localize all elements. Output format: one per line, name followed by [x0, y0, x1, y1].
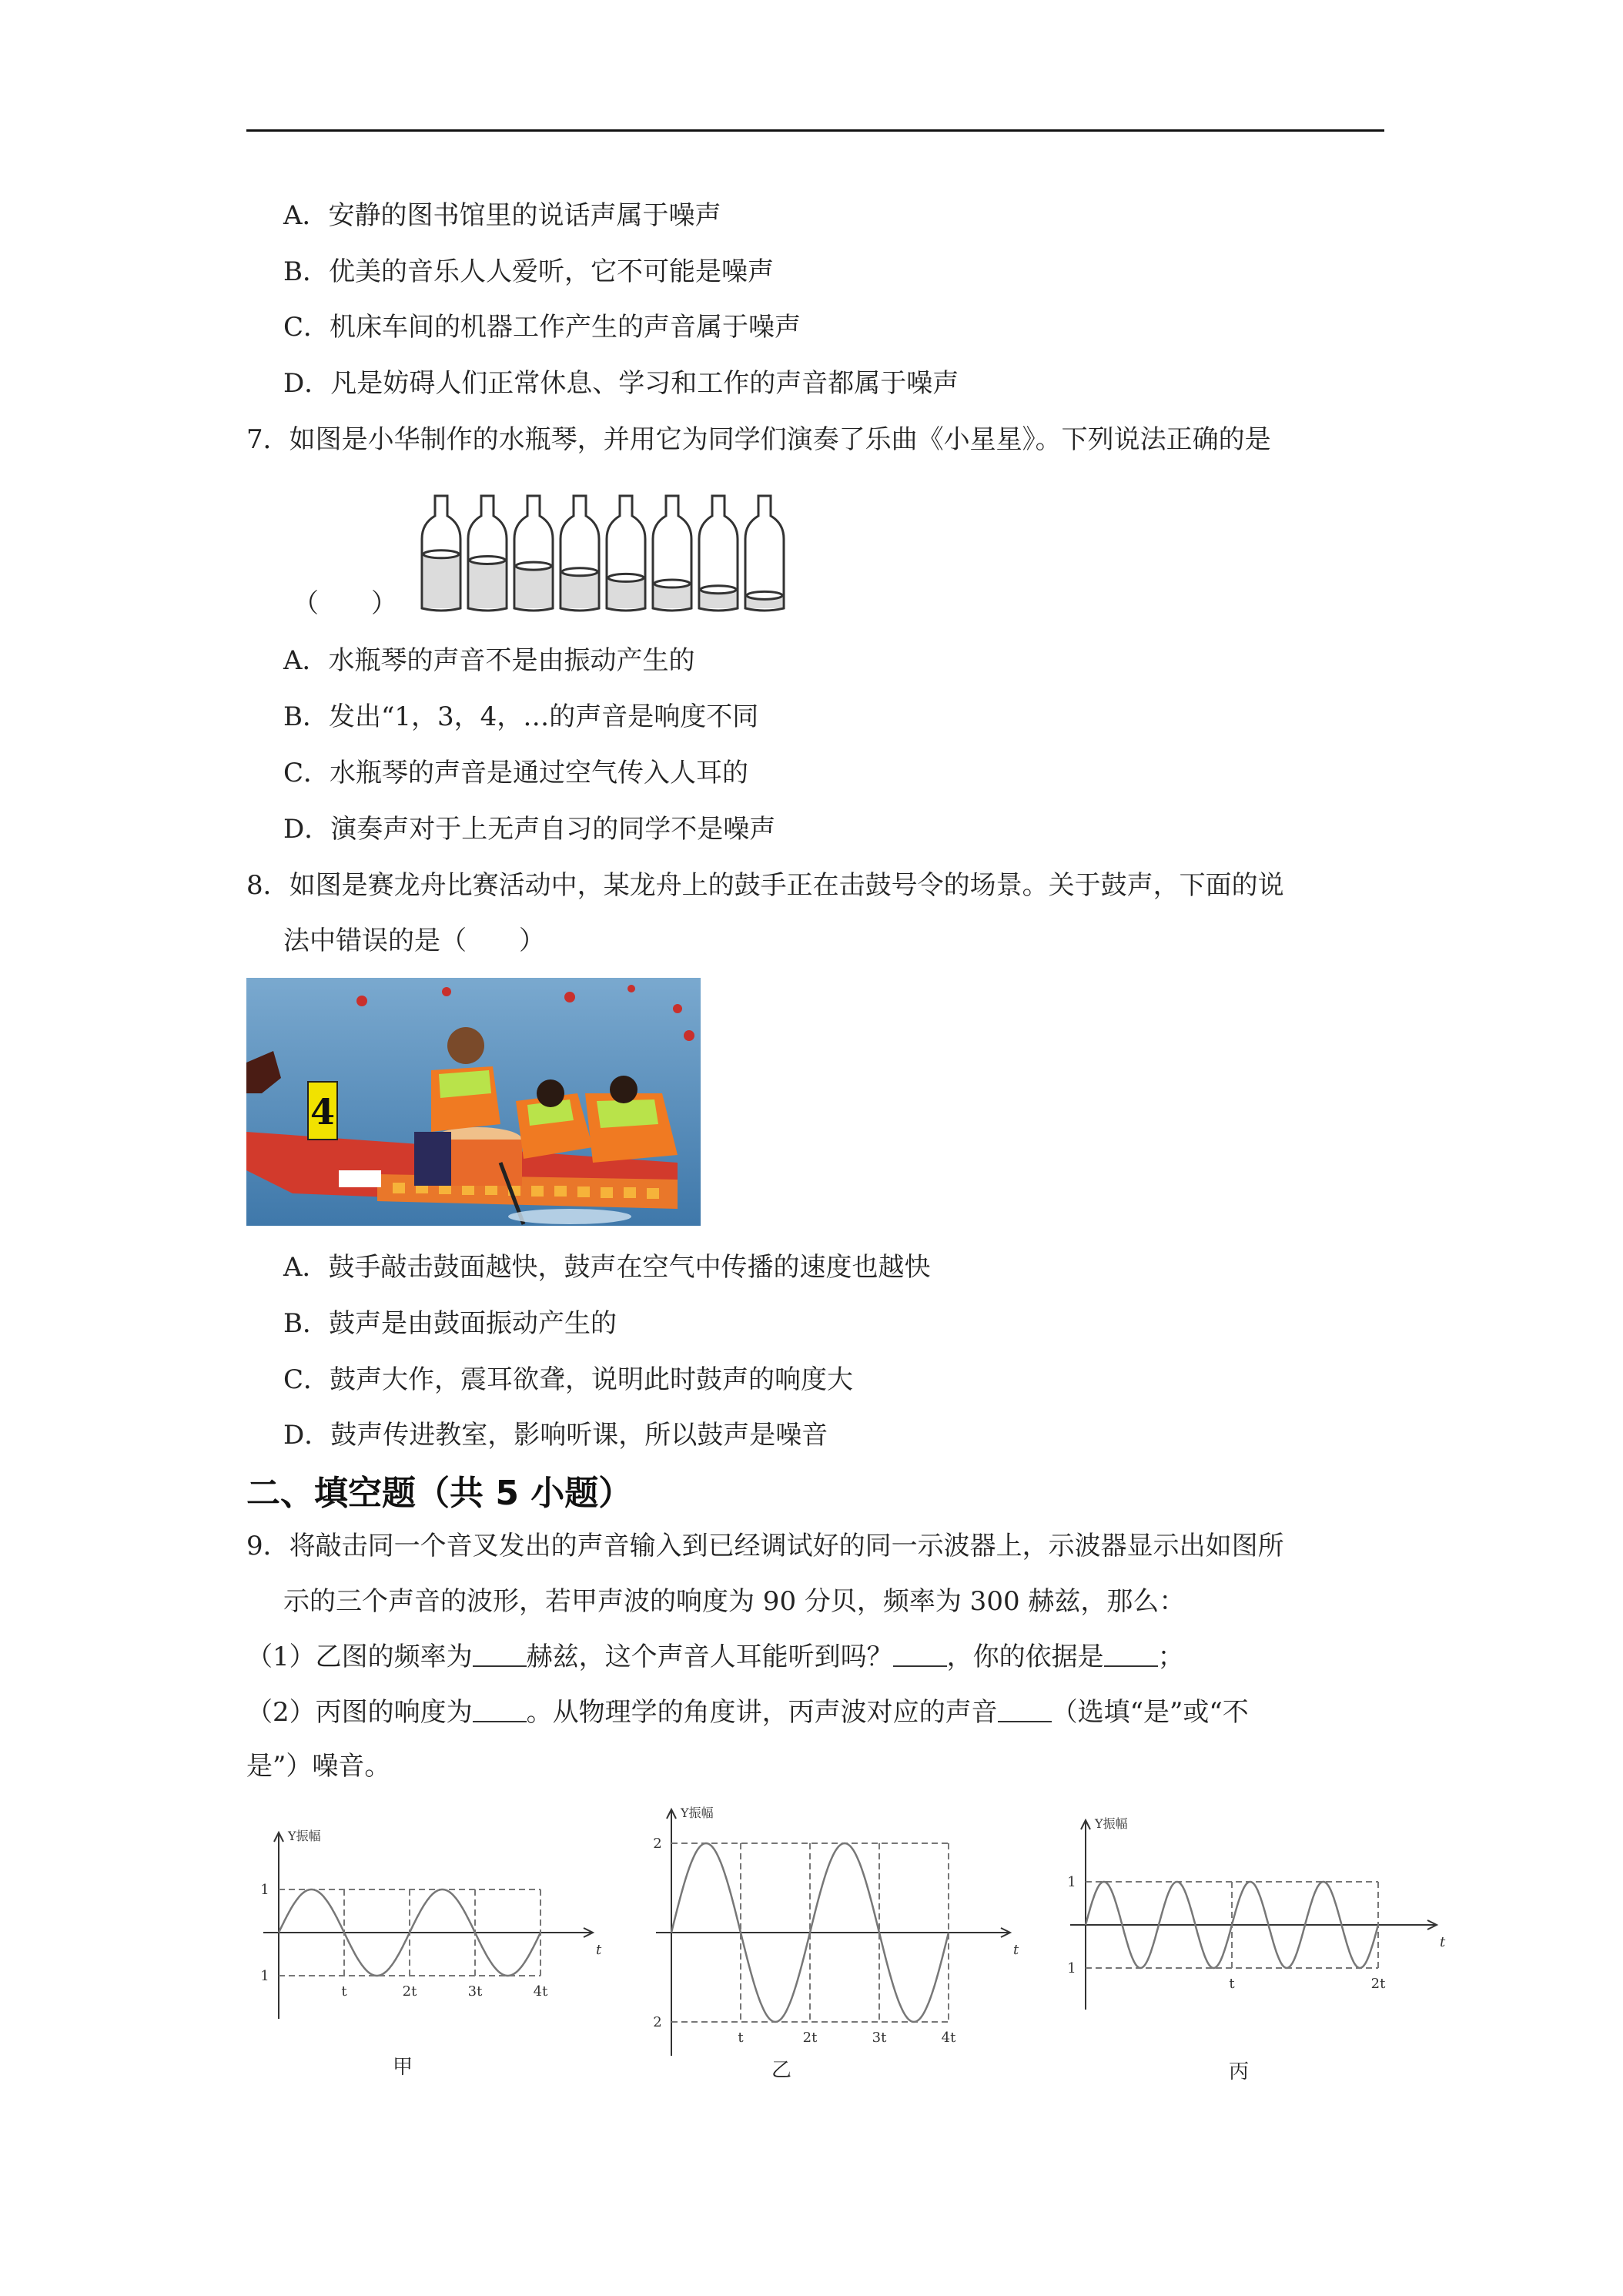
y-axis-label: Y振幅 [1095, 1816, 1128, 1831]
q8-option-d: D．鼓声传进教室，影响听课，所以鼓声是噪音 [283, 1420, 828, 1451]
q9-part1-text-c: ，你的依据是 [946, 1642, 1104, 1672]
q9-part2-text-a: （2）丙图的响度为 [246, 1697, 473, 1728]
q6-option-b: B．优美的音乐人人爱听，它不可能是噪声 [283, 256, 774, 287]
answer-blank-2[interactable] [893, 1642, 947, 1667]
x-tick-label: 2t [1370, 1976, 1386, 1992]
caption-jia: 甲 [393, 2056, 413, 2079]
q9-part1-text-b: 赫兹，这个声音人耳能听到吗？ [526, 1642, 893, 1672]
q9-part2-text-c: （选填“是”或“不 [1051, 1697, 1249, 1728]
q6-option-c: C．机床车间的机器工作产生的声音属于噪声 [283, 312, 801, 343]
q7-option-b: B．发出“1，3，4，…的声音是响度不同 [283, 701, 759, 732]
y-tick-label: 1 [260, 1882, 269, 1898]
q8-option-c: C．鼓声大作，震耳欲聋，说明此时鼓声的响度大 [283, 1364, 854, 1395]
boat-number: 4 [310, 1091, 336, 1133]
x-axis-label: t [1013, 1942, 1019, 1958]
q9-part1-text-d: ； [1157, 1642, 1184, 1672]
x-tick-label: 2t [802, 2030, 818, 2046]
x-tick-label: t [341, 1983, 347, 2000]
y-axis-label: Y振幅 [288, 1829, 321, 1843]
x-tick-label: 3t [872, 2030, 887, 2046]
water-bottle [699, 496, 738, 611]
q8-option-b: B．鼓声是由鼓面振动产生的 [283, 1308, 617, 1339]
x-tick-label: t [738, 2030, 744, 2046]
waveform-bing [1044, 1809, 1444, 2040]
water-bottle [422, 496, 460, 611]
q6-option-d: D．凡是妨碍人们正常休息、学习和工作的声音都属于噪声 [283, 368, 959, 399]
caption-bing: 丙 [1229, 2060, 1250, 2083]
y-tick-label: 2 [653, 2014, 662, 2030]
x-tick-label: 2t [402, 1983, 417, 2000]
x-tick-label: t [1229, 1976, 1235, 1992]
answer-blank-4[interactable] [473, 1698, 527, 1722]
water-bottle [468, 496, 507, 611]
water-bottle [745, 496, 784, 611]
q7-option-a: A．水瓶琴的声音不是由振动产生的 [283, 645, 695, 676]
x-tick-label: 4t [941, 2030, 956, 2046]
answer-blank-1[interactable] [473, 1642, 527, 1667]
water-bottle [653, 496, 691, 611]
q6-option-a: A．安静的图书馆里的说话声属于噪声 [283, 200, 721, 231]
q9-part1-text-a: （1）乙图的频率为 [246, 1642, 473, 1672]
q9-part2-text-b: 。从物理学的角度讲，丙声波对应的声音 [526, 1697, 998, 1728]
x-axis-label: t [1440, 1934, 1446, 1950]
q7-stem: 7．如图是小华制作的水瓶琴，并用它为同学们演奏了乐曲《小星星》。下列说法正确的是 [246, 424, 1271, 455]
y-tick-label: 2 [653, 1836, 662, 1852]
y-tick-label: 1 [1067, 1874, 1076, 1890]
q9-stem: 9．将敲击同一个音叉发出的声音输入到已经调试好的同一示波器上，示波器显示出如图所 [246, 1531, 1284, 1561]
q7-option-c: C．水瓶琴的声音是通过空气传入人耳的 [283, 758, 749, 788]
answer-blank-5[interactable] [998, 1698, 1052, 1722]
water-bottle [607, 496, 645, 611]
y-tick-label: 1 [260, 1968, 269, 1984]
x-tick-label: 3t [467, 1983, 483, 2000]
waveform-yi [633, 1802, 1018, 2063]
q8-stem-continued: 法中错误的是（ ） [283, 925, 545, 956]
q9-part2 [246, 1695, 1249, 1729]
q9-part1 [246, 1640, 1184, 1674]
q8-option-a: A．鼓手敲击鼓面越快，鼓声在空气中传播的速度也越快 [283, 1252, 931, 1283]
q9-part2-continued: 是”）噪音。 [246, 1751, 391, 1782]
waveform-jia [246, 1817, 601, 2033]
y-axis-label: Y振幅 [681, 1806, 714, 1820]
q9-stem-continued: 示的三个声音的波形，若甲声波的响度为 90 分贝，频率为 300 赫兹，那么： [283, 1586, 1186, 1617]
water-bottle [561, 496, 599, 611]
q7-option-d: D．演奏声对于上无声自习的同学不是噪声 [283, 814, 776, 845]
section-heading: 二、填空题（共 5 小题） [246, 1474, 633, 1513]
dragon-boat-photo [246, 978, 701, 1226]
q7-paren: （ ） [293, 588, 397, 619]
q8-stem: 8．如图是赛龙舟比赛活动中，某龙舟上的鼓手正在击鼓号令的场景。关于鼓声，下面的说 [246, 870, 1284, 901]
water-bottle [514, 496, 553, 611]
y-tick-label: 1 [1067, 1960, 1076, 1976]
x-tick-label: 4t [533, 1983, 548, 2000]
header-rule [246, 129, 1384, 132]
water-bottle-figure [416, 493, 785, 611]
caption-yi: 乙 [771, 2059, 792, 2082]
answer-blank-3[interactable] [1104, 1642, 1158, 1667]
x-axis-label: t [596, 1942, 602, 1958]
